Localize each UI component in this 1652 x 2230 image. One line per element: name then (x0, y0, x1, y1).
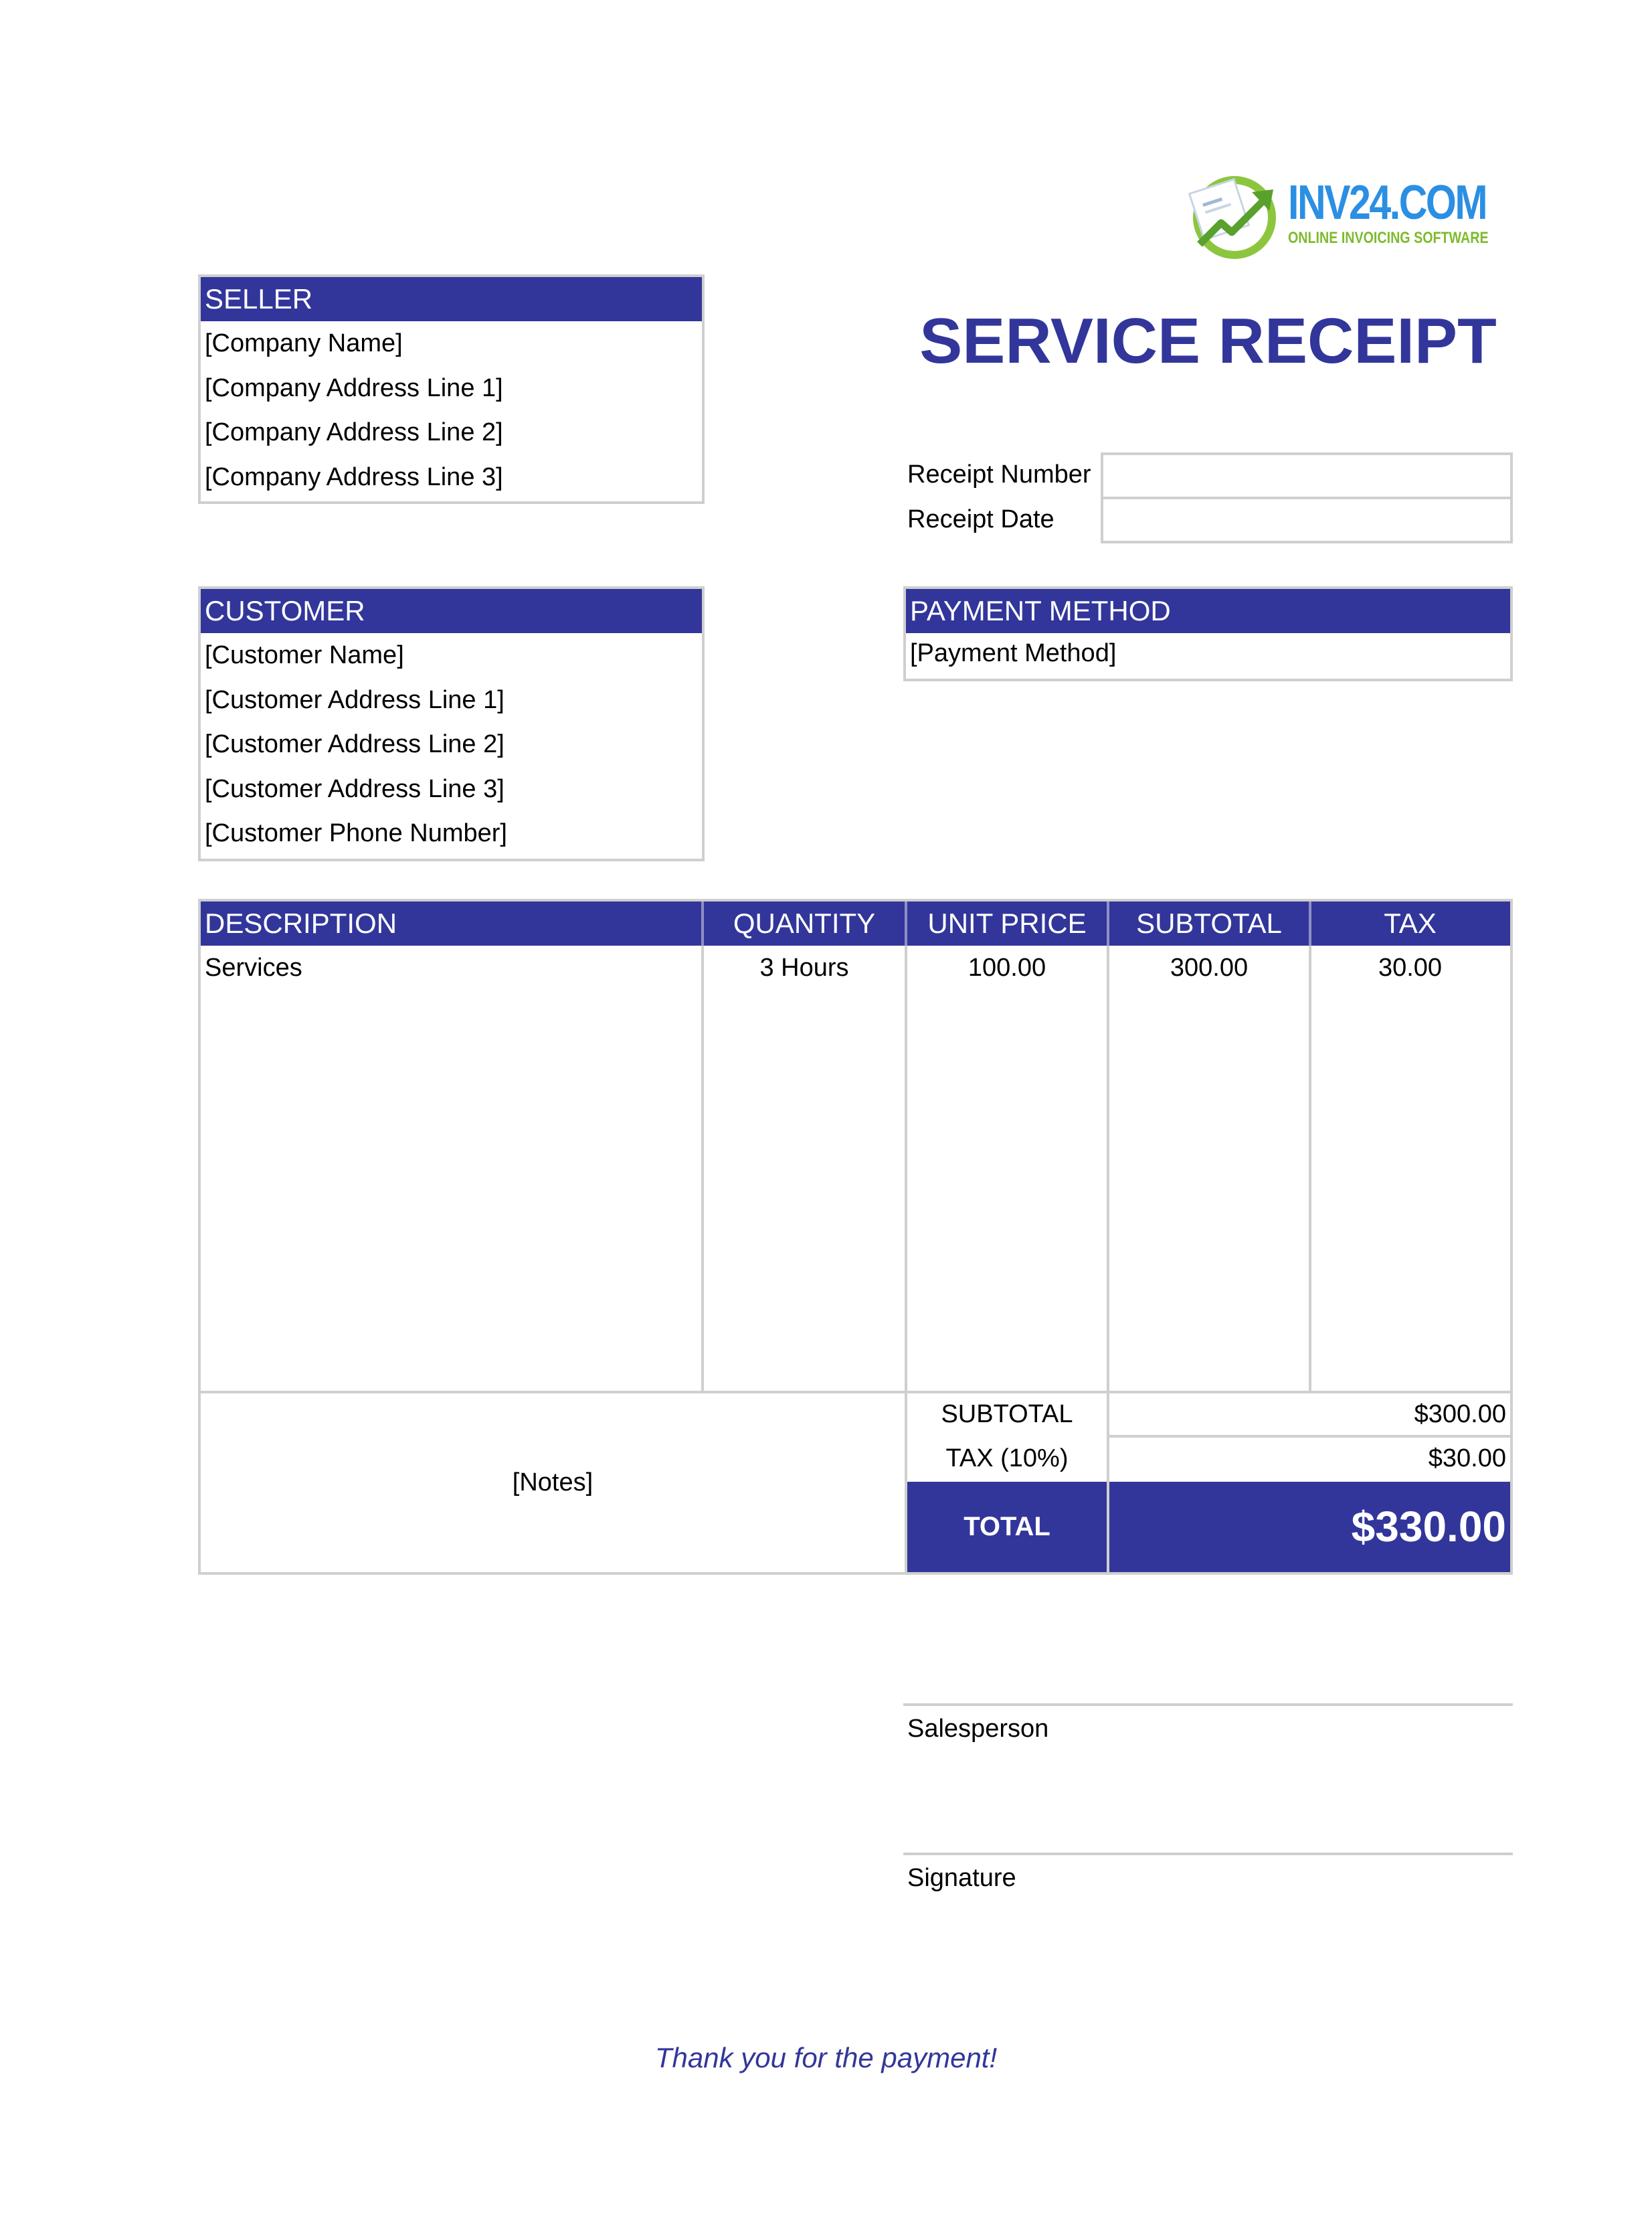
column-divider (701, 946, 704, 1393)
signature-label: Signature (907, 1864, 1016, 1892)
signature-line (903, 1853, 1513, 1855)
company-logo (1188, 167, 1495, 261)
tax-value: $30.00 (1428, 1444, 1506, 1472)
rising-arrow-invoice-icon (1188, 171, 1281, 261)
receipt-number-field[interactable] (1101, 452, 1513, 499)
column-header-unit-price: UNIT PRICE (906, 902, 1108, 946)
customer-phone-number[interactable]: [Customer Phone Number] (205, 819, 507, 847)
receipt-date-field[interactable] (1101, 497, 1513, 543)
items-table (198, 899, 1513, 1575)
customer-box (198, 586, 705, 861)
payment-method-box (903, 586, 1513, 681)
seller-company-name[interactable]: [Company Name] (205, 329, 403, 357)
customer-address-line-2[interactable]: [Customer Address Line 2] (205, 730, 504, 758)
document-title: SERVICE RECEIPT (919, 305, 1497, 377)
column-header-tax: TAX (1310, 902, 1510, 946)
column-header-subtotal: SUBTOTAL (1108, 902, 1310, 946)
cell-tax[interactable]: 30.00 (1378, 954, 1443, 982)
cell-unit-price[interactable]: 100.00 (968, 954, 1046, 982)
seller-address-line-2[interactable]: [Company Address Line 2] (205, 418, 503, 446)
total-label: TOTAL (963, 1512, 1050, 1541)
tax-label: TAX (10%) (945, 1444, 1069, 1472)
logo-title: INV24.COM (1288, 176, 1487, 230)
total-value: $330.00 (1351, 1503, 1506, 1551)
customer-header: CUSTOMER (201, 589, 702, 633)
column-header-description: DESCRIPTION (201, 902, 703, 946)
payment-method-value[interactable]: [Payment Method] (910, 639, 1117, 667)
subtotal-label: SUBTOTAL (941, 1400, 1073, 1428)
logo-subtitle: ONLINE INVOICING SOFTWARE (1288, 229, 1489, 247)
seller-address-line-3[interactable]: [Company Address Line 3] (205, 462, 503, 491)
cell-quantity[interactable]: 3 Hours (759, 954, 849, 982)
receipt-date-label: Receipt Date (907, 505, 1054, 533)
notes-field[interactable]: [Notes] (512, 1468, 593, 1496)
cell-subtotal[interactable]: 300.00 (1170, 954, 1249, 982)
column-divider (1309, 946, 1311, 1393)
seller-header: SELLER (201, 277, 702, 321)
seller-box (198, 274, 705, 504)
cell-description[interactable]: Services (205, 954, 302, 982)
total-value-band (1109, 1482, 1510, 1572)
salesperson-label: Salesperson (907, 1715, 1049, 1743)
customer-name[interactable]: [Customer Name] (205, 641, 404, 669)
total-label-band (907, 1482, 1107, 1572)
customer-address-line-3[interactable]: [Customer Address Line 3] (205, 774, 504, 803)
seller-address-line-1[interactable]: [Company Address Line 1] (205, 373, 503, 402)
customer-address-line-1[interactable]: [Customer Address Line 1] (205, 685, 504, 714)
salesperson-line (903, 1703, 1513, 1706)
receipt-number-label: Receipt Number (907, 460, 1091, 489)
subtotal-value: $300.00 (1414, 1400, 1506, 1428)
column-header-quantity: QUANTITY (703, 902, 906, 946)
payment-method-header: PAYMENT METHOD (906, 589, 1510, 633)
thank-you-message: Thank you for the payment! (654, 2042, 998, 2073)
